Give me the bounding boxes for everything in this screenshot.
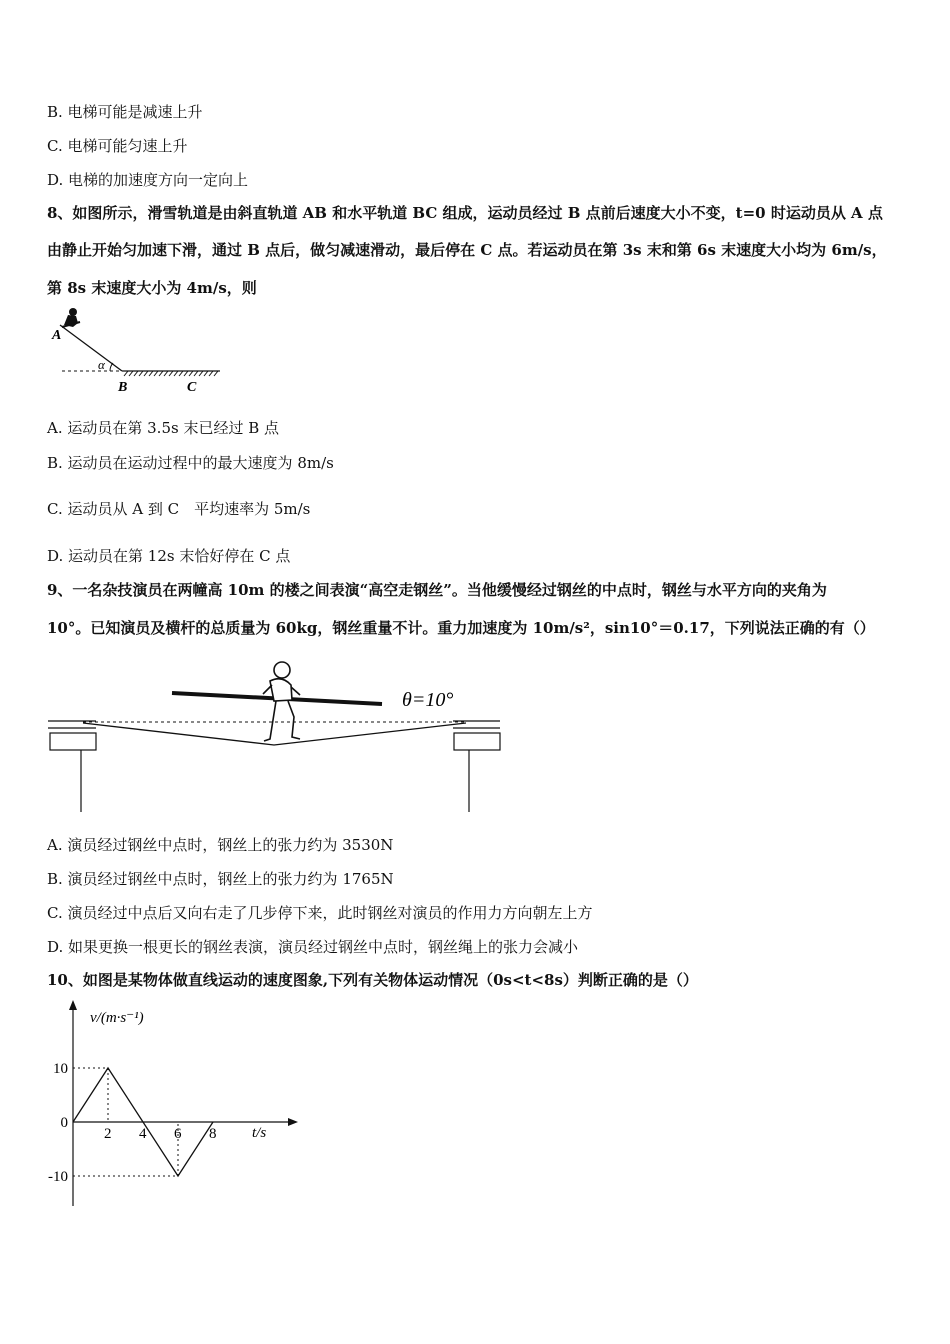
x-tick-label: 4 [139, 1126, 147, 1142]
q9-option-b: B. 演员经过钢丝中点时，钢丝上的张力约为 1765N [47, 870, 394, 888]
x-tick-label: 6 [174, 1126, 182, 1142]
q7-option-b: B. 电梯可能是减速上升 [47, 103, 203, 121]
ground-hatching [124, 371, 218, 376]
label-a: A [52, 328, 62, 343]
q8-option-a: A. 运动员在第 3.5s 末已经过 B 点 [47, 419, 280, 437]
acrobat-icon [263, 662, 300, 741]
label-b: B [118, 380, 128, 395]
q8-option-d: D. 运动员在第 12s 末恰好停在 C 点 [47, 547, 291, 565]
q8-option-b: B. 运动员在运动过程中的最大速度为 8m/s [47, 454, 334, 472]
y-axis-label: v/(m·s⁻¹) [90, 1010, 144, 1026]
x-axis-arrow [288, 1118, 298, 1126]
x-tick-label: 8 [209, 1126, 217, 1142]
q9-option-a: A. 演员经过钢丝中点时，钢丝上的张力约为 3530N [47, 836, 394, 854]
y-tick-label: 10 [53, 1061, 68, 1077]
label-c: C [187, 380, 197, 395]
q8-stem-line2: 由静止开始匀加速下滑，通过 B 点后，做匀减速滑动，最后停在 C 点。若运动员在第 3s 末和第 6s 末速度大小均为 6m/s， [47, 241, 887, 259]
q7-option-d: D. 电梯的加速度方向一定向上 [47, 171, 249, 189]
q8-option-c: C. 运动员从 A 到 C 平均速率为 5m/s [47, 500, 311, 518]
q8-stem-line3: 第 8s 末速度大小为 4m/s，则 [47, 279, 257, 297]
left-building [48, 721, 96, 812]
steel-wire [83, 723, 466, 745]
x-axis-label: t/s [252, 1125, 267, 1141]
right-building [453, 721, 500, 812]
skier-icon [62, 308, 80, 327]
y-tick-label: -10 [48, 1169, 68, 1185]
q8-stem-line1: 8、如图所示，滑雪轨道是由斜直轨道 AB 和水平轨道 BC 组成，运动员经过 B 点前后速度大小不变，t=0 时运动员从 A 点 [47, 204, 883, 222]
theta-label: θ=10° [402, 689, 454, 711]
velocity-time-chart [40, 998, 310, 1213]
q9-option-c: C. 演员经过中点后又向右走了几步停下来，此时钢丝对演员的作用力方向朝左上方 [47, 904, 593, 922]
q10-stem-line1: 10、如图是某物体做直线运动的速度图象,下列有关物体运动情况（0s<t<8s）判断正确的是（） [47, 971, 698, 989]
tightrope-figure [48, 655, 508, 817]
ski-track-figure [40, 305, 230, 395]
q9-stem-line1: 9、一名杂技演员在两幢高 10m 的楼之间表演“高空走钢丝”。当他缓慢经过钢丝的中点时，钢丝与水平方向的夹角为 [47, 581, 827, 599]
x-tick-label: 2 [104, 1126, 112, 1142]
q7-option-c: C. 电梯可能匀速上升 [47, 137, 188, 155]
q9-stem-line2: 10°。已知演员及横杆的总质量为 60kg，钢丝重量不计。重力加速度为 10m/s²，sin10°＝0.17，下列说法正确的有（） [47, 619, 875, 637]
y-axis-arrow [69, 1000, 77, 1010]
q9-option-d: D. 如果更换一根更长的钢丝表演，演员经过钢丝中点时，钢丝绳上的张力会减小 [47, 938, 579, 956]
label-alpha: α [98, 357, 105, 372]
y-tick-label: 0 [60, 1115, 68, 1131]
